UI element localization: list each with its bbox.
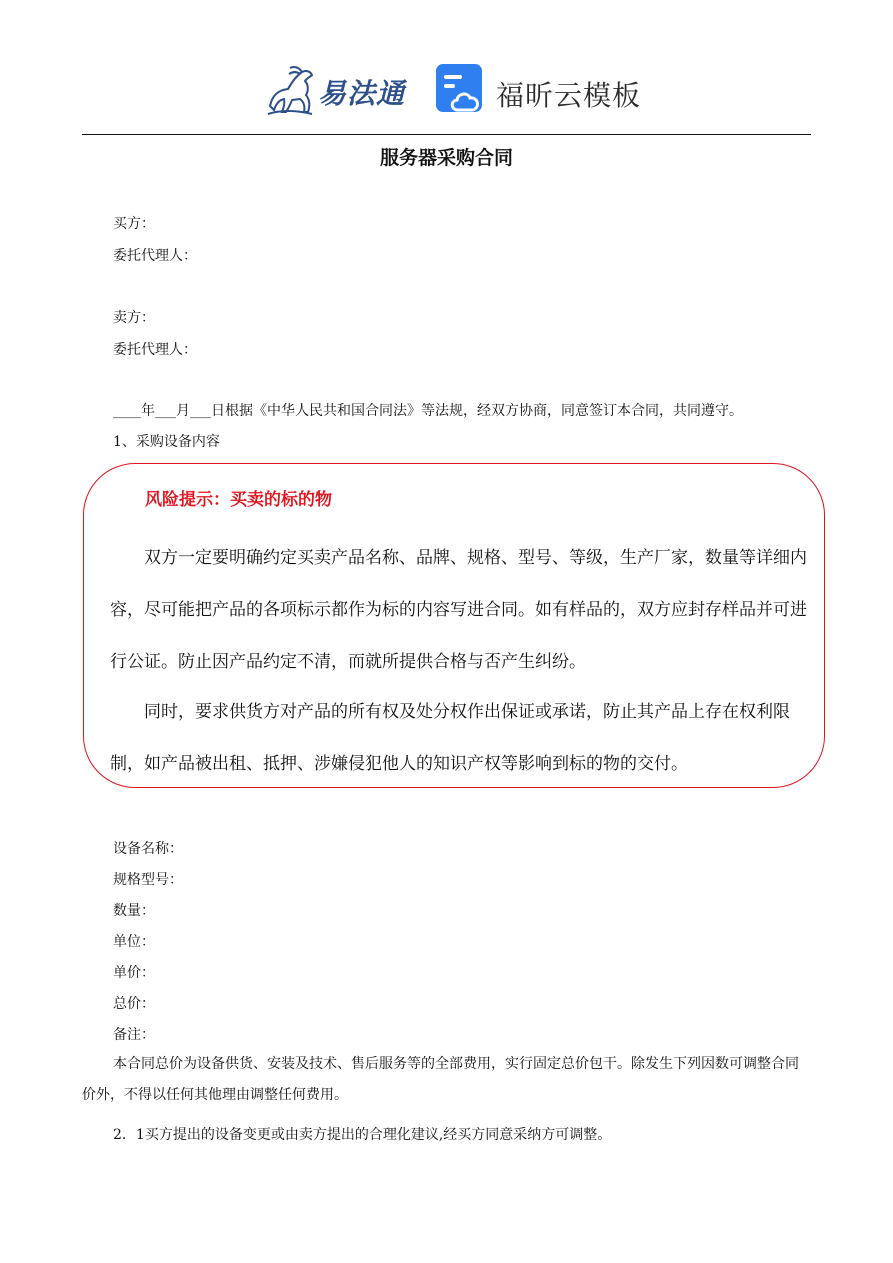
unit-field: 单位： xyxy=(113,934,155,950)
yifatong-logo-text: 易法通 xyxy=(318,77,406,110)
buyer-agent-label: 委托代理人： xyxy=(113,248,197,264)
section-1-heading: 1、采购设备内容 xyxy=(113,434,220,450)
seller-agent-label: 委托代理人： xyxy=(113,342,197,358)
unit-price-field: 单价： xyxy=(113,965,155,981)
clause-2-1: 2．1买方提出的设备变更或由卖方提出的合理化建议,经买方同意采纳方可调整。 xyxy=(113,1127,612,1143)
risk-warning-paragraph-1: 双方一定要明确约定买卖产品名称、品牌、规格、型号、等级，生产厂家，数量等详细内容，尽可能把产品的各项标示都作为标的内容写进合同。如有样品的，双方应封存样品并可进行公证。防止因产品约定不清，而就所提供合格与否产生纠纷。 xyxy=(110,548,807,672)
contract-intro: ____年___月___日根据《中华人民共和国合同法》等法规，经双方协商，同意签订本合同，共同遵守。 xyxy=(113,403,743,419)
document-title: 服务器采购合同 xyxy=(379,147,513,169)
model-field: 规格型号： xyxy=(113,872,183,888)
qilin-horse-icon xyxy=(262,62,322,118)
risk-warning-title: 风险提示：买卖的标的物 xyxy=(145,490,332,510)
device-name-field: 设备名称： xyxy=(113,841,183,857)
buyer-label: 买方： xyxy=(113,216,155,232)
fuxin-logo-text: 福昕云模板 xyxy=(496,79,642,112)
remarks-field: 备注： xyxy=(113,1027,155,1043)
cloud-document-icon xyxy=(436,64,486,116)
total-price-field: 总价： xyxy=(113,996,155,1012)
price-clause-paragraph: 本合同总价为设备供货、安装及技术、售后服务等的全部费用，实行固定总价包干。除发生下列因数可调整合同价外，不得以任何其他理由调整任何费用。 xyxy=(82,1056,799,1103)
seller-label: 卖方： xyxy=(113,310,155,326)
quantity-field: 数量： xyxy=(113,903,155,919)
header-divider xyxy=(82,134,811,135)
yifatong-logo xyxy=(262,62,412,118)
document-header xyxy=(0,58,893,128)
risk-warning-paragraph-2: 同时，要求供货方对产品的所有权及处分权作出保证或承诺，防止其产品上存在权利限制，如产品被出租、抵押、涉嫌侵犯他人的知识产权等影响到标的物的交付。 xyxy=(110,702,790,774)
